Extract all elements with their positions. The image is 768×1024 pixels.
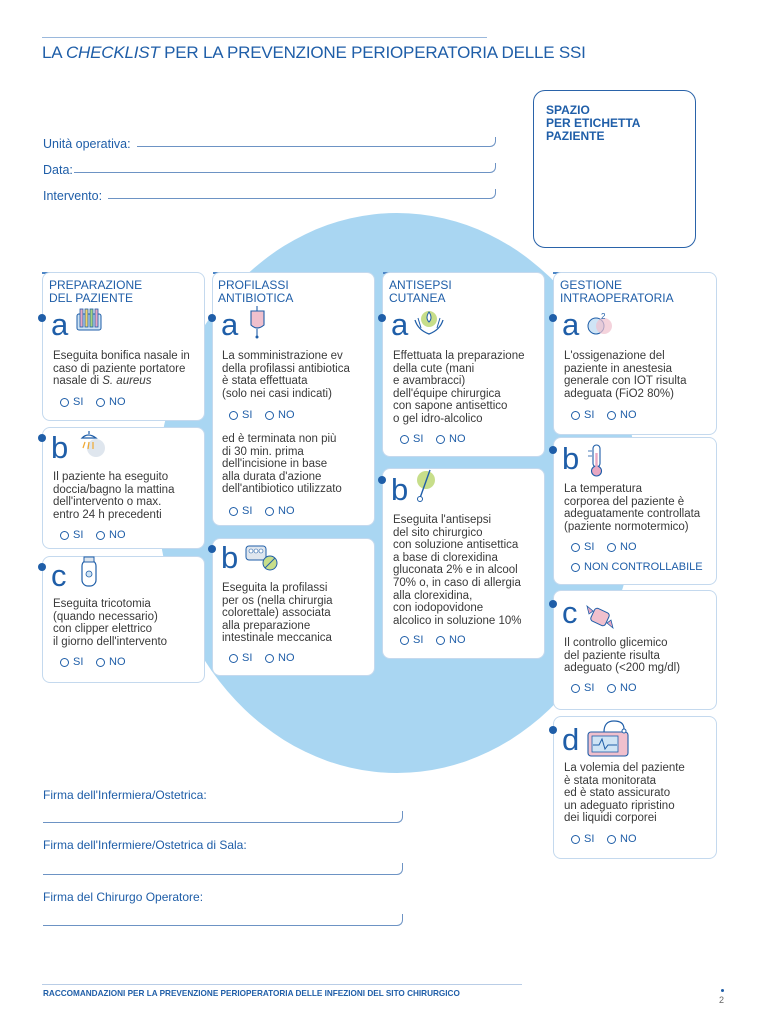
option-no-c2a-1[interactable]: NO xyxy=(265,409,295,421)
bullet-dot xyxy=(378,476,386,484)
radio-icon xyxy=(265,507,274,516)
option-no-c1b[interactable]: NO xyxy=(96,529,126,541)
antiseptic-applicator-icon xyxy=(412,468,438,504)
lab-tubes-icon xyxy=(75,306,103,334)
signature-label-infermiera: Firma dell'Infermiera/Ostetrica: xyxy=(43,788,207,802)
item-text-c1c: Eseguita tricotomia (quando necessario) con clipper elettrico il giorno dell'intervento xyxy=(53,598,168,648)
bullet-dot xyxy=(549,314,557,322)
item-letter: a xyxy=(51,307,69,342)
thermometer-icon xyxy=(583,443,609,479)
bullet-dot xyxy=(208,314,216,322)
shower-icon xyxy=(76,430,106,460)
page-number: 2 xyxy=(719,995,725,1005)
radio-icon xyxy=(607,835,616,844)
data-label: Data: xyxy=(43,163,73,177)
item-text-c3b: Eseguita l'antisepsi del sito chirurgico con soluzione antisettica a base di clorexidina gluconata 2% e in alcool 70% o, in caso di allergia alla clorexidina, con iodopovidone alcolico in soluzione 10% xyxy=(393,514,522,627)
svg-text:2: 2 xyxy=(601,312,606,321)
item-letter: b xyxy=(391,472,409,507)
bullet-dot xyxy=(38,314,46,322)
option-no-c4d[interactable]: NO xyxy=(607,833,637,845)
radio-icon xyxy=(229,654,238,663)
bullet-dot xyxy=(549,600,557,608)
option-si-c1c[interactable]: SI xyxy=(60,656,83,668)
radio-icon xyxy=(96,658,105,667)
signature-label-sala: Firma dell'Infermiere/Ostetrica di Sala: xyxy=(43,838,247,852)
radio-icon xyxy=(229,411,238,420)
radio-icon xyxy=(571,411,580,420)
radio-icon xyxy=(571,835,580,844)
radio-icon xyxy=(400,435,409,444)
oxygen-icon xyxy=(584,310,616,338)
item-letter: a xyxy=(391,307,409,342)
option-si-c4c[interactable]: SI xyxy=(571,682,594,694)
item-text-c3a: Effettuata la preparazione della cute (mani e avambracci) dell'équipe chirurgica con sapone antisettico o gel idro-alcolico xyxy=(393,350,525,425)
option-no-c2b[interactable]: NO xyxy=(265,652,295,664)
data-field[interactable] xyxy=(74,163,496,173)
item-letter: b xyxy=(221,540,239,575)
item-letter: c xyxy=(51,558,67,593)
option-no-c4b[interactable]: NO xyxy=(607,541,637,553)
bullet-dot xyxy=(549,446,557,454)
header-rule xyxy=(42,37,487,38)
signature-label-chirurgo: Firma del Chirurgo Operatore: xyxy=(43,890,204,904)
option-si-c4d[interactable]: SI xyxy=(571,833,594,845)
option-no-c4a[interactable]: NO xyxy=(607,409,637,421)
intervento-label: Intervento: xyxy=(43,189,103,203)
radio-icon xyxy=(571,684,580,693)
option-no-c2a-2[interactable]: NO xyxy=(265,505,295,517)
candy-icon xyxy=(583,602,617,632)
page-dot xyxy=(721,989,724,992)
item-letter: b xyxy=(562,441,580,476)
option-no-c1c[interactable]: NO xyxy=(96,656,126,668)
washing-hands-icon xyxy=(412,306,446,338)
signature-field-sala[interactable] xyxy=(43,863,403,875)
item-text-c1b: Il paziente ha eseguito doccia/bagno la mattina dell'intervento o max. entro 24 h precedenti xyxy=(53,471,175,521)
column-title-profilassi: PROFILASSI ANTIBIOTICA xyxy=(218,278,294,305)
radio-icon xyxy=(60,531,69,540)
item-text-c4a: L'ossigenazione del paziente in anestesia generale con IOT risulta adeguata (FiO2 80%) xyxy=(564,350,687,400)
option-si-c1a[interactable]: SI xyxy=(60,396,83,408)
bullet-dot xyxy=(549,726,557,734)
bullet-dot xyxy=(38,563,46,571)
item-letter: c xyxy=(562,595,578,630)
radio-icon xyxy=(60,658,69,667)
radio-icon xyxy=(229,507,238,516)
item-text-c4d: La volemia del paziente è stata monitorata ed è stato assicurato un adeguato ripristino dei liquidi corporei xyxy=(564,762,685,825)
column-title-antisepsi: ANTISEPSI CUTANEA xyxy=(389,278,452,305)
radio-icon xyxy=(436,435,445,444)
unita-operativa-label: Unità operativa: xyxy=(43,137,131,151)
intervento-field[interactable] xyxy=(108,189,496,199)
radio-icon xyxy=(571,543,580,552)
radio-icon xyxy=(400,636,409,645)
option-si-c3b[interactable]: SI xyxy=(400,634,423,646)
bullet-dot xyxy=(378,314,386,322)
option-si-c1b[interactable]: SI xyxy=(60,529,83,541)
item-text-c2a-2: ed è terminata non più di 30 min. prima dell'incisione in base alla durata d'azione dell'antibiotico utilizzato xyxy=(222,433,342,496)
option-si-c2a-1[interactable]: SI xyxy=(229,409,252,421)
radio-icon xyxy=(436,636,445,645)
radio-icon xyxy=(265,654,274,663)
radio-icon xyxy=(60,398,69,407)
radio-icon xyxy=(96,531,105,540)
pills-icon xyxy=(244,543,280,573)
radio-icon xyxy=(607,543,616,552)
signature-field-chirurgo[interactable] xyxy=(43,914,403,926)
item-text-c2a: La somministrazione ev della profilassi antibiotica è stata effettuata (solo nei casi indicati) xyxy=(222,350,350,400)
item-text-c2b: Eseguita la profilassi per os (nella chirurgia colorettale) associata alla preparazione intestinale meccanica xyxy=(222,582,333,645)
item-text-c4c: Il controllo glicemico del paziente risulta adeguato (<200 mg/dl) xyxy=(564,637,681,675)
option-no-c3a[interactable]: NO xyxy=(436,433,466,445)
clipper-icon xyxy=(76,556,102,590)
option-si-c4b[interactable]: SI xyxy=(571,541,594,553)
option-si-c3a[interactable]: SI xyxy=(400,433,423,445)
radio-icon xyxy=(607,411,616,420)
option-non-controllabile[interactable]: NON CONTROLLABILE xyxy=(571,561,703,573)
option-si-c2b[interactable]: SI xyxy=(229,652,252,664)
item-letter: d xyxy=(562,722,580,757)
radio-icon xyxy=(96,398,105,407)
option-no-c1a[interactable]: NO xyxy=(96,396,126,408)
option-si-c4a[interactable]: SI xyxy=(571,409,594,421)
radio-icon xyxy=(265,411,274,420)
item-letter: b xyxy=(51,430,69,465)
unita-operativa-field[interactable] xyxy=(137,137,496,147)
option-no-c4c[interactable]: NO xyxy=(607,682,637,694)
option-no-c3b[interactable]: NO xyxy=(436,634,466,646)
monitor-icon xyxy=(584,718,632,758)
item-text-c1a: Eseguita bonifica nasale in caso di paziente portatore nasale di S. aureus xyxy=(53,350,190,388)
column-title-preparazione: PREPARAZIONE DEL PAZIENTE xyxy=(49,278,143,305)
bullet-dot xyxy=(38,434,46,442)
iv-bag-icon xyxy=(246,305,272,339)
bullet-dot xyxy=(208,545,216,553)
radio-icon xyxy=(607,684,616,693)
signature-field-infermiera[interactable] xyxy=(43,811,403,823)
footer-rule xyxy=(42,984,522,985)
patient-label-text: SPAZIO PER ETICHETTA PAZIENTE xyxy=(546,103,641,143)
column-title-gestione: GESTIONE INTRAOPERATORIA xyxy=(560,278,674,305)
page-title: LA CHECKLIST PER LA PREVENZIONE PERIOPERATORIA DELLE SSI xyxy=(42,43,586,62)
item-text-c4b: La temperatura corporea del paziente è adeguatamente controllata (paziente normotermico) xyxy=(564,483,701,533)
item-letter: a xyxy=(562,307,580,342)
footer-text: RACCOMANDAZIONI PER LA PREVENZIONE PERIOPERATORIA DELLE INFEZIONI DEL SITO CHIRURGICO xyxy=(43,989,460,998)
radio-icon xyxy=(571,563,580,572)
option-si-c2a-2[interactable]: SI xyxy=(229,505,252,517)
item-letter: a xyxy=(221,307,239,342)
